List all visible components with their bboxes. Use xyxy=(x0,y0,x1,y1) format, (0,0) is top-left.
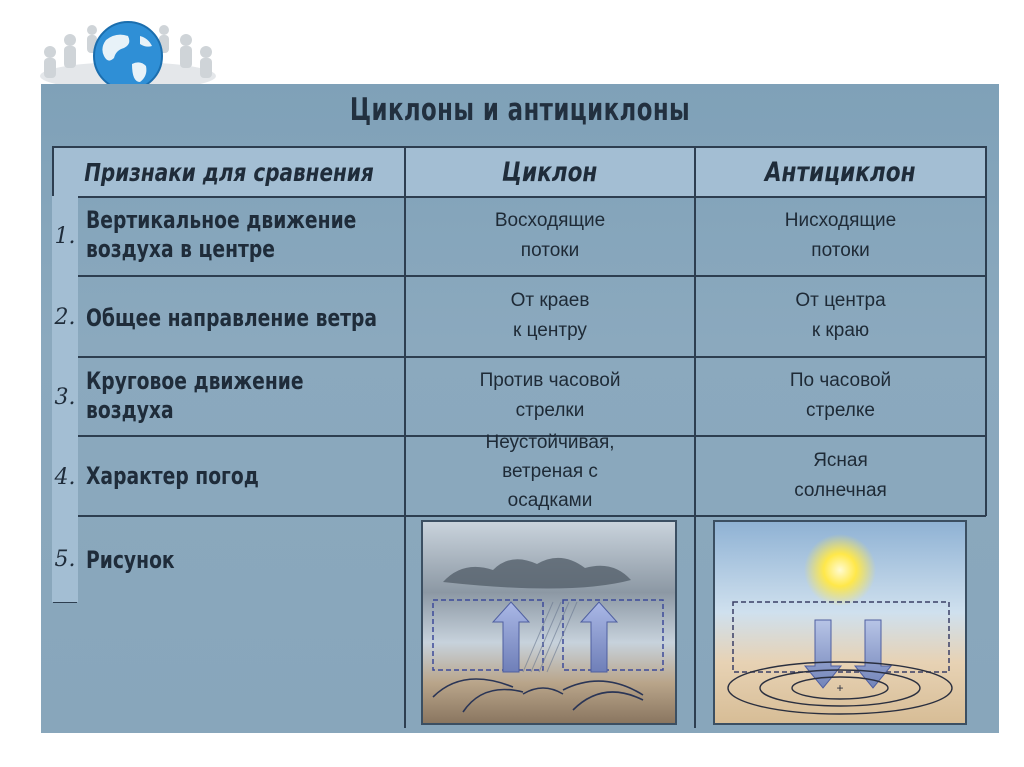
feature-line: Характер погод xyxy=(86,462,259,490)
row-number: 5. xyxy=(52,517,78,602)
value-line: потоки xyxy=(520,240,580,261)
cyclone-picture xyxy=(421,520,677,725)
value-line: осадками xyxy=(507,490,593,511)
feature-line: Круговое движение xyxy=(86,367,304,395)
value-line: Ясная xyxy=(813,450,868,471)
value-line: стрелке xyxy=(806,400,875,421)
feature-label xyxy=(86,206,356,264)
value-line: к краю xyxy=(811,320,870,341)
feature-line: Вертикальное движение xyxy=(86,206,357,234)
value-line: От центра xyxy=(795,290,886,311)
anticyclone-value xyxy=(695,286,986,346)
cyclone-value xyxy=(405,286,695,346)
row-number: 3. xyxy=(52,357,78,437)
feature-label: Рисунок xyxy=(86,546,175,574)
anticyclone-value xyxy=(695,446,986,506)
anticyclone-value xyxy=(695,206,986,266)
globe-logo-icon xyxy=(28,14,228,94)
cyclone-value xyxy=(405,206,695,266)
row-number: 4. xyxy=(52,437,78,517)
row-number: 1. xyxy=(52,196,78,277)
anticyclone-value xyxy=(695,366,986,426)
feature-label xyxy=(86,462,259,491)
feature-label xyxy=(86,304,377,333)
value-line: По часовой xyxy=(789,370,892,391)
value-line: к центру xyxy=(513,320,587,341)
value-line: стрелки xyxy=(515,400,585,421)
comparison-panel xyxy=(41,84,999,733)
cyclone-value xyxy=(405,428,695,515)
header-anticyclone-label: Антициклон xyxy=(765,156,916,188)
header-cyclone-label: Циклон xyxy=(502,156,598,188)
value-line: Восходящие xyxy=(494,210,606,231)
feature-line: воздуха в центре xyxy=(86,235,275,263)
page-title: Циклоны и антициклоны xyxy=(349,92,691,128)
value-line: От краев xyxy=(510,290,590,311)
row-number: 2. xyxy=(52,277,78,357)
value-line: потоки xyxy=(811,240,870,261)
anticyclone-picture xyxy=(713,520,967,725)
feature-line: Общее направление ветра xyxy=(86,304,378,332)
value-line: Против часовой xyxy=(479,370,621,391)
value-line: Нисходящие xyxy=(784,210,897,231)
svg-text:+: + xyxy=(836,681,844,695)
value-line: ветреная с xyxy=(502,461,598,482)
value-line: Неустойчивая, xyxy=(485,432,615,453)
feature-label xyxy=(86,367,304,425)
value-line: солнечная xyxy=(794,480,887,501)
cyclone-value xyxy=(405,366,695,426)
header-feature-label: Признаки для сравнения xyxy=(84,157,374,187)
feature-line: воздуха xyxy=(86,396,174,424)
